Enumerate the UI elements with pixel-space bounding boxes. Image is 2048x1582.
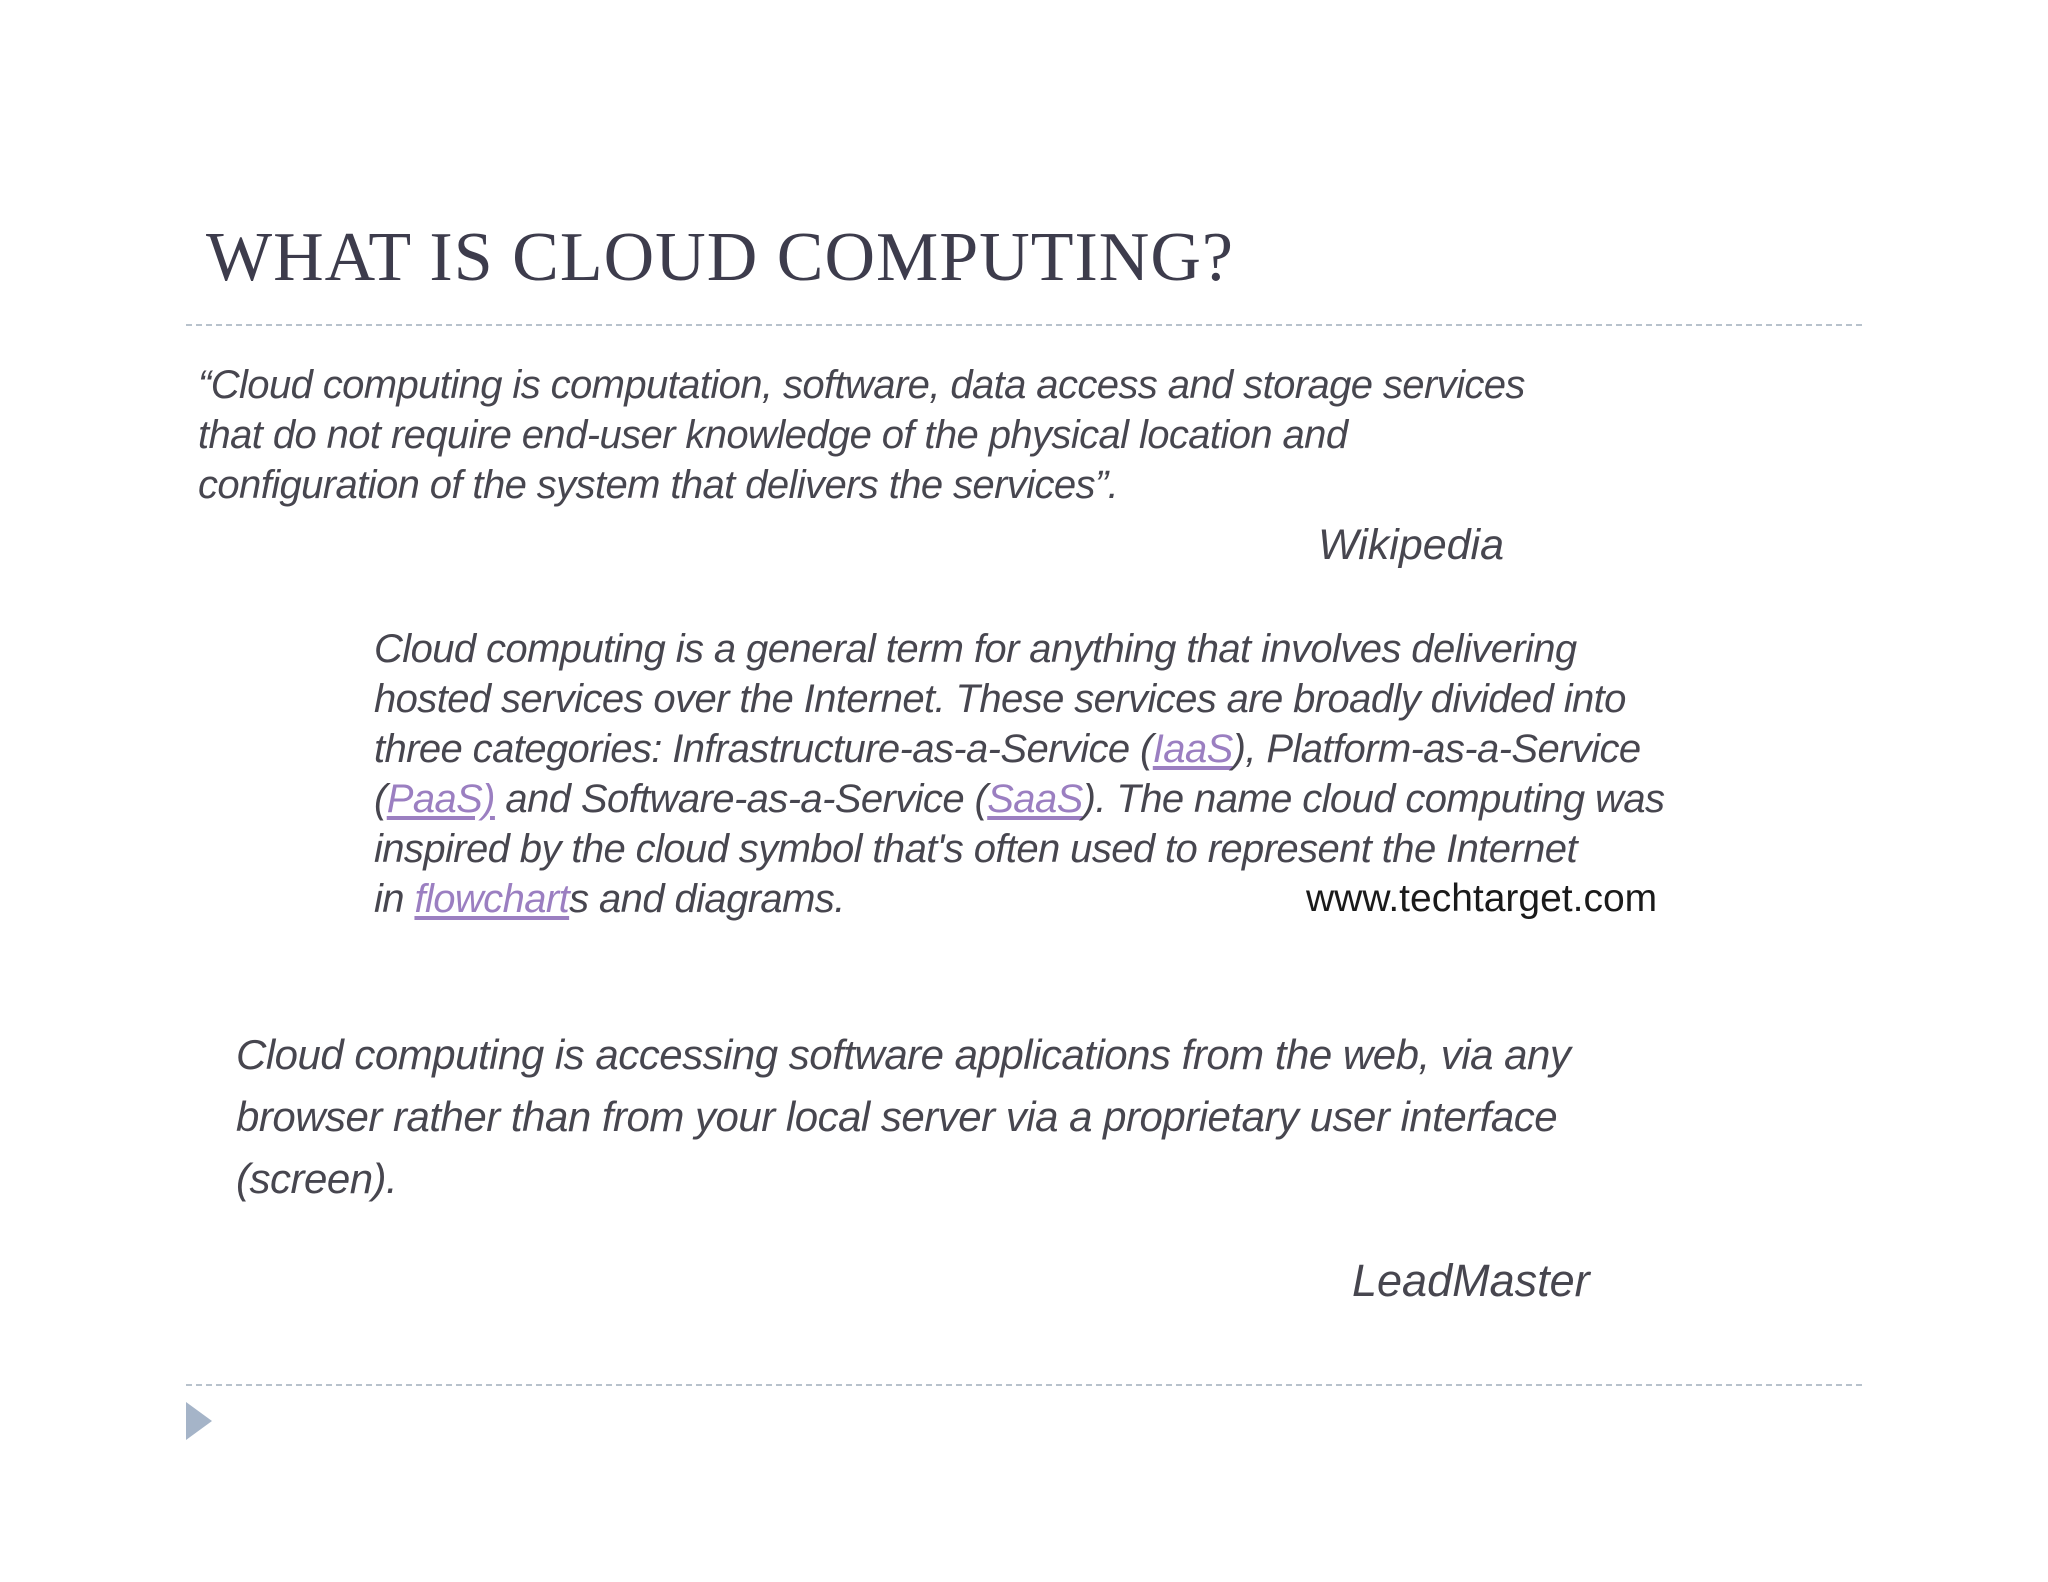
quote-line: hosted services over the Internet. These services are broadly divided into (374, 677, 1626, 721)
quote-line: (screen). (236, 1155, 398, 1202)
quote-text: three categories: Infrastructure-as-a-Service ( (374, 727, 1153, 771)
quote-line: Cloud computing is a general term for anything that involves delivering (374, 627, 1577, 671)
quote-text: ), Platform-as-a-Service (1232, 727, 1641, 771)
source-wikipedia: Wikipedia (1318, 521, 1505, 569)
source-leadmaster: LeadMaster (1352, 1255, 1590, 1306)
quote-text: ( (374, 777, 387, 821)
quote-line: browser rather than from your local server via a proprietary user interface (236, 1093, 1558, 1140)
quote-line: Cloud computing is accessing software applications from the web, via any (236, 1031, 1571, 1078)
quote-line: “Cloud computing is computation, software, data access and storage services (198, 363, 1525, 407)
bottom-divider (186, 1384, 1862, 1386)
iaas-link[interactable]: IaaS (1152, 727, 1233, 771)
quote-text: and Software-as-a-Service ( (494, 777, 988, 821)
source-techtarget: www.techtarget.com (1306, 877, 1658, 920)
triangle-right-icon (186, 1402, 212, 1440)
quote-line: inspired by the cloud symbol that's often used to represent the Internet (374, 827, 1577, 871)
quote-line: configuration of the system that delivers the services”. (198, 463, 1119, 507)
quote-text: ). The name cloud computing was (1082, 777, 1665, 821)
quote-text: in (374, 877, 415, 921)
quote-wikipedia (198, 360, 1525, 510)
quote-text: s and diagrams. (569, 877, 845, 921)
paas-link[interactable]: PaaS) (386, 777, 495, 821)
quote-leadmaster (236, 1024, 1570, 1210)
saas-link[interactable]: SaaS (987, 777, 1083, 821)
flowchart-link[interactable]: flowchart (414, 877, 570, 921)
quote-line: that do not require end-user knowledge of the physical location and (198, 413, 1348, 457)
top-divider (186, 324, 1862, 326)
slide-title: WHAT IS CLOUD COMPUTING? (206, 219, 1234, 296)
